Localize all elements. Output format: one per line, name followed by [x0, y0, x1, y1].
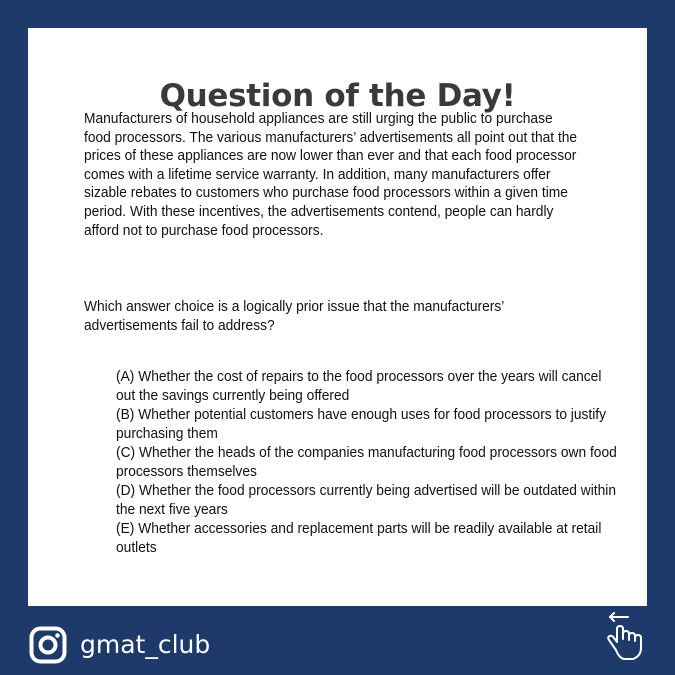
answer-choices [116, 368, 620, 558]
question-passage: Manufacturers of household appliances are still urging the public to purchase food processors. The various manufacturers’ advertisements all point out that the prices of these appliances are now lower than ever and that each food processor comes with a lifetime service warranty. In addition, many manufacturers offer sizable rebates to customers who purchase food processors within a given time period. With these incentives, the advertisements contend, people can hardly afford not to purchase food processors. [84, 111, 578, 239]
question-stem: Which answer choice is a logically prior issue that the manufacturers’ advertisements fail to address? [84, 299, 504, 334]
answer-choice-e: (E) Whether accessories and replacement parts will be readily available at retail outlets [116, 521, 602, 556]
answer-choice-b: (B) Whether potential customers have enough uses for food processors to justify purchasing them [116, 407, 607, 442]
answer-choice-d: (D) Whether the food processors currently being advertised will be outdated within the next five years [116, 483, 616, 518]
question-card [28, 28, 647, 606]
instagram-icon[interactable] [29, 626, 67, 664]
page-title: Question of the Day! [159, 78, 516, 114]
swipe-hand-icon [600, 612, 646, 662]
footer-handle[interactable]: gmat_club [80, 630, 211, 659]
answer-choice-c: (C) Whether the heads of the companies manufacturing food processors own food processors themselves [116, 445, 617, 480]
answer-choice-a: (A) Whether the cost of repairs to the food processors over the years will cancel out the savings currently being offered [116, 369, 602, 404]
